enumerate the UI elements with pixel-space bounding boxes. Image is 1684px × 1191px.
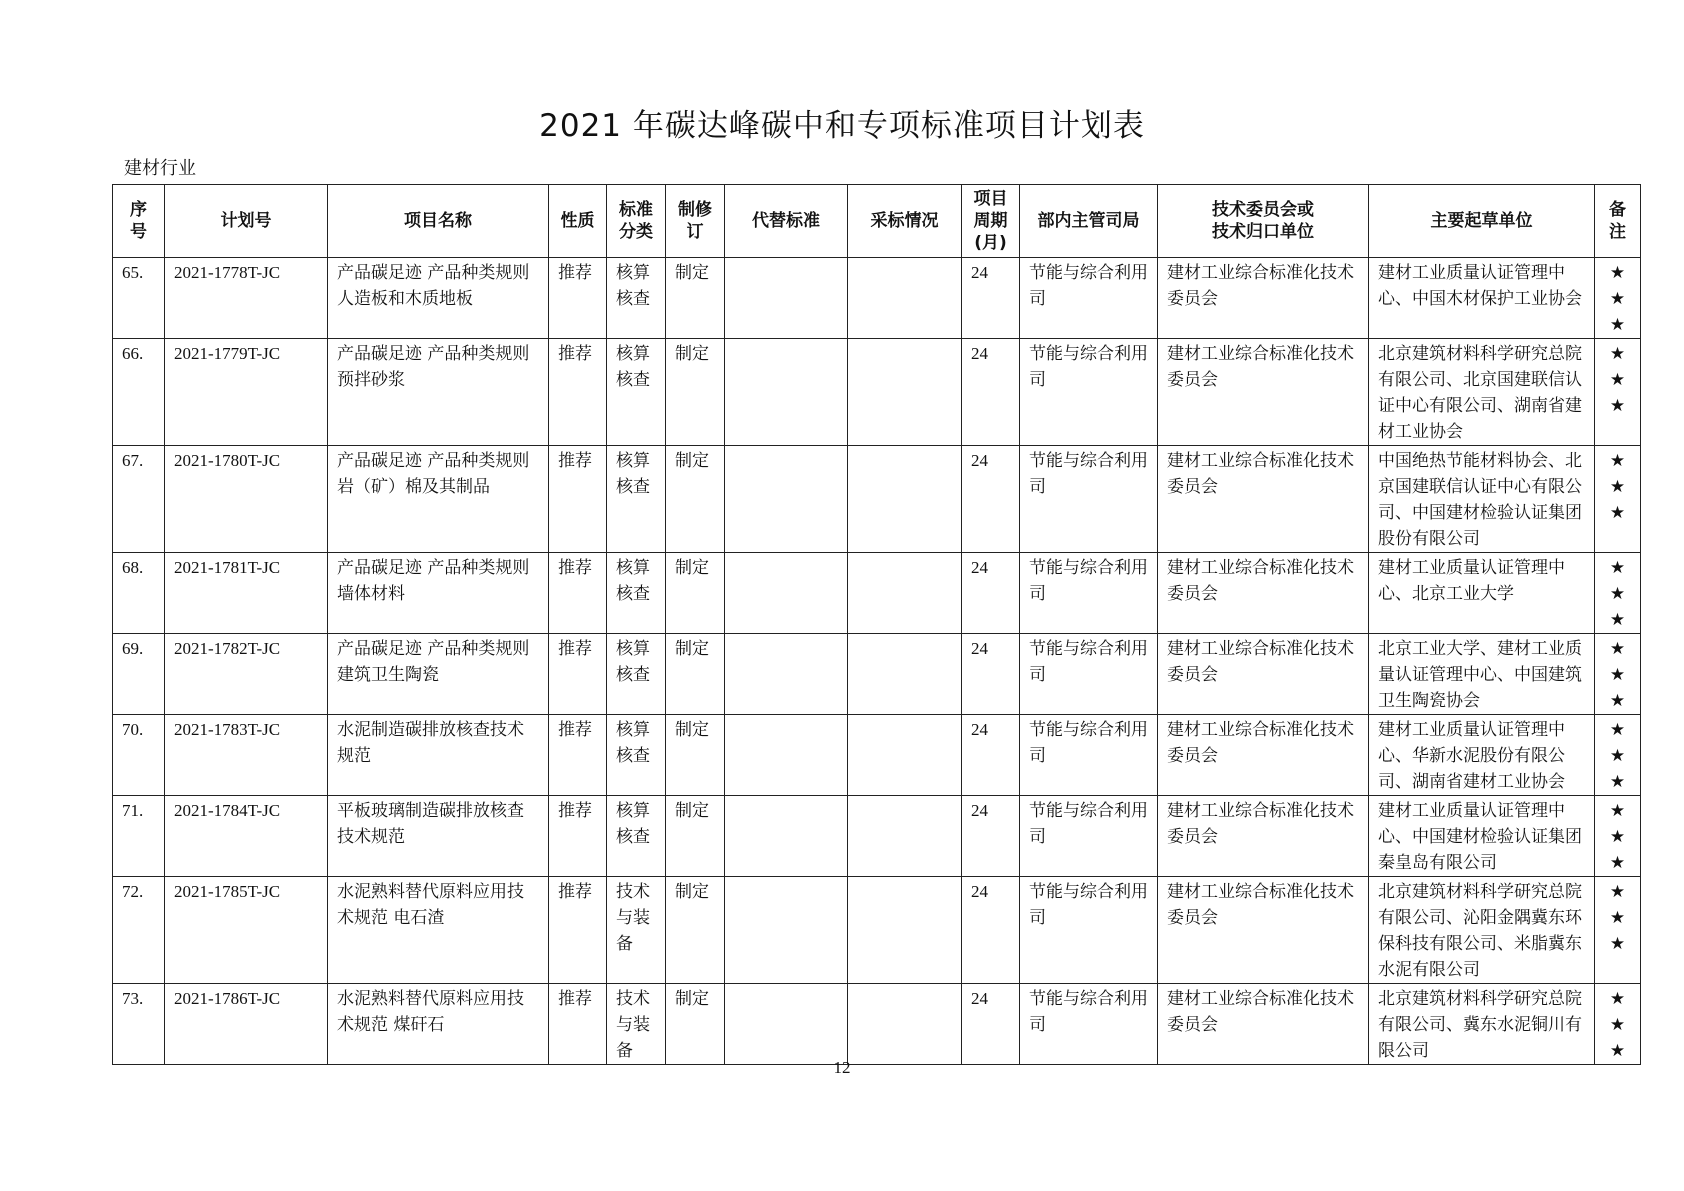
cell-nature: 推荐	[549, 984, 607, 1065]
header-note: 备 注	[1595, 185, 1641, 258]
cell-plan-no: 2021-1778T-JC	[165, 258, 328, 339]
cell-adopt	[848, 715, 962, 796]
star-icon: ★	[1609, 772, 1626, 792]
cell-adopt	[848, 553, 962, 634]
cell-replace	[725, 796, 848, 877]
cell-plan-no: 2021-1785T-JC	[165, 877, 328, 984]
star-icon: ★	[1609, 263, 1626, 283]
cell-drafter: 建材工业质量认证管理中心、北京工业大学	[1369, 553, 1595, 634]
cell-revision: 制定	[666, 258, 725, 339]
cell-drafter: 建材工业质量认证管理中心、中国建材检验认证集团秦皇岛有限公司	[1369, 796, 1595, 877]
cell-plan-no: 2021-1779T-JC	[165, 339, 328, 446]
industry-label: 建材行业	[124, 158, 196, 179]
star-icon: ★	[1609, 746, 1626, 766]
cell-name: 水泥熟料替代原料应用技术规范 电石渣	[328, 877, 549, 984]
cell-num: 67.	[113, 446, 165, 553]
star-icon: ★	[1609, 720, 1626, 740]
cell-dept: 节能与综合利用司	[1020, 553, 1158, 634]
header-category: 标准 分类	[607, 185, 666, 258]
cell-category: 核算核查	[607, 796, 666, 877]
cell-note	[1595, 339, 1641, 446]
cell-revision: 制定	[666, 553, 725, 634]
cell-category: 核算核查	[607, 258, 666, 339]
cell-replace	[725, 258, 848, 339]
header-nature: 性质	[549, 185, 607, 258]
cell-dept: 节能与综合利用司	[1020, 796, 1158, 877]
cell-category: 核算核查	[607, 553, 666, 634]
star-icon: ★	[1609, 1015, 1626, 1035]
header-tc: 技术委员会或 技术归口单位	[1158, 185, 1369, 258]
cell-duration: 24	[962, 715, 1020, 796]
star-icon: ★	[1609, 610, 1626, 630]
cell-note	[1595, 984, 1641, 1065]
table-row	[113, 553, 1641, 634]
header-drafter: 主要起草单位	[1369, 185, 1595, 258]
star-icon: ★	[1609, 477, 1626, 497]
cell-replace	[725, 553, 848, 634]
cell-note	[1595, 634, 1641, 715]
cell-drafter: 中国绝热节能材料协会、北京国建联信认证中心有限公司、中国建材检验认证集团股份有限公司	[1369, 446, 1595, 553]
star-icon: ★	[1609, 584, 1626, 604]
cell-adopt	[848, 339, 962, 446]
cell-replace	[725, 339, 848, 446]
star-icon: ★	[1609, 882, 1626, 902]
cell-adopt	[848, 446, 962, 553]
cell-drafter: 北京建筑材料科学研究总院有限公司、沁阳金隅冀东环保科技有限公司、米脂冀东水泥有限公司	[1369, 877, 1595, 984]
cell-plan-no: 2021-1784T-JC	[165, 796, 328, 877]
cell-num: 66.	[113, 339, 165, 446]
star-icon: ★	[1609, 315, 1626, 335]
cell-revision: 制定	[666, 339, 725, 446]
cell-name: 产品碳足迹 产品种类规则 预拌砂浆	[328, 339, 549, 446]
page-number: 12	[833, 1058, 851, 1077]
cell-note	[1595, 553, 1641, 634]
star-icon: ★	[1609, 370, 1626, 390]
cell-duration: 24	[962, 984, 1020, 1065]
cell-num: 71.	[113, 796, 165, 877]
cell-replace	[725, 984, 848, 1065]
cell-adopt	[848, 796, 962, 877]
cell-plan-no: 2021-1782T-JC	[165, 634, 328, 715]
cell-nature: 推荐	[549, 715, 607, 796]
cell-nature: 推荐	[549, 634, 607, 715]
cell-duration: 24	[962, 339, 1020, 446]
cell-revision: 制定	[666, 634, 725, 715]
cell-duration: 24	[962, 446, 1020, 553]
cell-num: 72.	[113, 877, 165, 984]
cell-category: 技术与装备	[607, 984, 666, 1065]
cell-num: 70.	[113, 715, 165, 796]
star-icon: ★	[1609, 1041, 1626, 1061]
cell-replace	[725, 634, 848, 715]
cell-dept: 节能与综合利用司	[1020, 339, 1158, 446]
cell-tc: 建材工业综合标准化技术委员会	[1158, 258, 1369, 339]
table-row	[113, 796, 1641, 877]
header-replace: 代替标准	[725, 185, 848, 258]
star-icon: ★	[1609, 908, 1626, 928]
star-icon: ★	[1609, 289, 1626, 309]
cell-num: 69.	[113, 634, 165, 715]
cell-nature: 推荐	[549, 877, 607, 984]
star-icon: ★	[1609, 665, 1626, 685]
cell-adopt	[848, 877, 962, 984]
table-row	[113, 715, 1641, 796]
cell-duration: 24	[962, 553, 1020, 634]
plan-table	[112, 184, 1641, 1065]
cell-plan-no: 2021-1780T-JC	[165, 446, 328, 553]
cell-tc: 建材工业综合标准化技术委员会	[1158, 796, 1369, 877]
cell-plan-no: 2021-1781T-JC	[165, 553, 328, 634]
cell-nature: 推荐	[549, 796, 607, 877]
header-revision: 制修 订	[666, 185, 725, 258]
star-icon: ★	[1609, 934, 1626, 954]
table-row	[113, 446, 1641, 553]
star-icon: ★	[1609, 827, 1626, 847]
cell-dept: 节能与综合利用司	[1020, 877, 1158, 984]
cell-num: 68.	[113, 553, 165, 634]
table-header-row	[113, 185, 1641, 258]
cell-name: 产品碳足迹 产品种类规则 建筑卫生陶瓷	[328, 634, 549, 715]
header-seq: 序 号	[113, 185, 165, 258]
header-adopt: 采标情况	[848, 185, 962, 258]
cell-name: 水泥制造碳排放核查技术规范	[328, 715, 549, 796]
cell-drafter: 建材工业质量认证管理中心、中国木材保护工业协会	[1369, 258, 1595, 339]
header-duration: 项目 周期 (月)	[962, 185, 1020, 258]
cell-duration: 24	[962, 877, 1020, 984]
cell-tc: 建材工业综合标准化技术委员会	[1158, 446, 1369, 553]
cell-nature: 推荐	[549, 258, 607, 339]
star-icon: ★	[1609, 451, 1626, 471]
cell-tc: 建材工业综合标准化技术委员会	[1158, 877, 1369, 984]
cell-replace	[725, 715, 848, 796]
cell-duration: 24	[962, 634, 1020, 715]
cell-category: 核算核查	[607, 715, 666, 796]
star-icon: ★	[1609, 801, 1626, 821]
cell-dept: 节能与综合利用司	[1020, 634, 1158, 715]
cell-nature: 推荐	[549, 339, 607, 446]
star-icon: ★	[1609, 503, 1626, 523]
star-icon: ★	[1609, 344, 1626, 364]
cell-tc: 建材工业综合标准化技术委员会	[1158, 339, 1369, 446]
star-icon: ★	[1609, 989, 1626, 1009]
star-icon: ★	[1609, 853, 1626, 873]
cell-duration: 24	[962, 796, 1020, 877]
cell-note	[1595, 258, 1641, 339]
cell-name: 产品碳足迹 产品种类规则 人造板和木质地板	[328, 258, 549, 339]
header-plan-no: 计划号	[165, 185, 328, 258]
cell-replace	[725, 446, 848, 553]
cell-revision: 制定	[666, 877, 725, 984]
cell-drafter: 北京建筑材料科学研究总院有限公司、北京国建联信认证中心有限公司、湖南省建材工业协会	[1369, 339, 1595, 446]
cell-name: 水泥熟料替代原料应用技术规范 煤矸石	[328, 984, 549, 1065]
cell-drafter: 北京工业大学、建材工业质量认证管理中心、中国建筑卫生陶瓷协会	[1369, 634, 1595, 715]
table-row	[113, 339, 1641, 446]
cell-num: 73.	[113, 984, 165, 1065]
star-icon: ★	[1609, 558, 1626, 578]
cell-tc: 建材工业综合标准化技术委员会	[1158, 553, 1369, 634]
cell-drafter: 北京建筑材料科学研究总院有限公司、冀东水泥铜川有限公司	[1369, 984, 1595, 1065]
cell-category: 核算核查	[607, 634, 666, 715]
cell-category: 技术与装备	[607, 877, 666, 984]
cell-tc: 建材工业综合标准化技术委员会	[1158, 634, 1369, 715]
cell-tc: 建材工业综合标准化技术委员会	[1158, 715, 1369, 796]
cell-name: 产品碳足迹 产品种类规则 岩（矿）棉及其制品	[328, 446, 549, 553]
cell-tc: 建材工业综合标准化技术委员会	[1158, 984, 1369, 1065]
cell-name: 平板玻璃制造碳排放核查技术规范	[328, 796, 549, 877]
star-icon: ★	[1609, 639, 1626, 659]
cell-dept: 节能与综合利用司	[1020, 984, 1158, 1065]
table-row	[113, 984, 1641, 1065]
cell-category: 核算核查	[607, 446, 666, 553]
cell-nature: 推荐	[549, 553, 607, 634]
cell-category: 核算核查	[607, 339, 666, 446]
cell-dept: 节能与综合利用司	[1020, 715, 1158, 796]
cell-nature: 推荐	[549, 446, 607, 553]
cell-revision: 制定	[666, 715, 725, 796]
table-row	[113, 258, 1641, 339]
cell-name: 产品碳足迹 产品种类规则 墙体材料	[328, 553, 549, 634]
cell-note	[1595, 446, 1641, 553]
header-name: 项目名称	[328, 185, 549, 258]
table-row	[113, 877, 1641, 984]
cell-replace	[725, 877, 848, 984]
header-dept: 部内主管司局	[1020, 185, 1158, 258]
star-icon: ★	[1609, 691, 1626, 711]
page-title: 2021 年碳达峰碳中和专项标准项目计划表	[539, 108, 1145, 144]
star-icon: ★	[1609, 396, 1626, 416]
cell-dept: 节能与综合利用司	[1020, 446, 1158, 553]
cell-num: 65.	[113, 258, 165, 339]
cell-revision: 制定	[666, 796, 725, 877]
cell-note	[1595, 796, 1641, 877]
cell-duration: 24	[962, 258, 1020, 339]
cell-note	[1595, 715, 1641, 796]
cell-note	[1595, 877, 1641, 984]
cell-revision: 制定	[666, 984, 725, 1065]
cell-adopt	[848, 984, 962, 1065]
table-row	[113, 634, 1641, 715]
cell-revision: 制定	[666, 446, 725, 553]
cell-plan-no: 2021-1786T-JC	[165, 984, 328, 1065]
cell-drafter: 建材工业质量认证管理中心、华新水泥股份有限公司、湖南省建材工业协会	[1369, 715, 1595, 796]
cell-dept: 节能与综合利用司	[1020, 258, 1158, 339]
cell-adopt	[848, 258, 962, 339]
cell-plan-no: 2021-1783T-JC	[165, 715, 328, 796]
cell-adopt	[848, 634, 962, 715]
